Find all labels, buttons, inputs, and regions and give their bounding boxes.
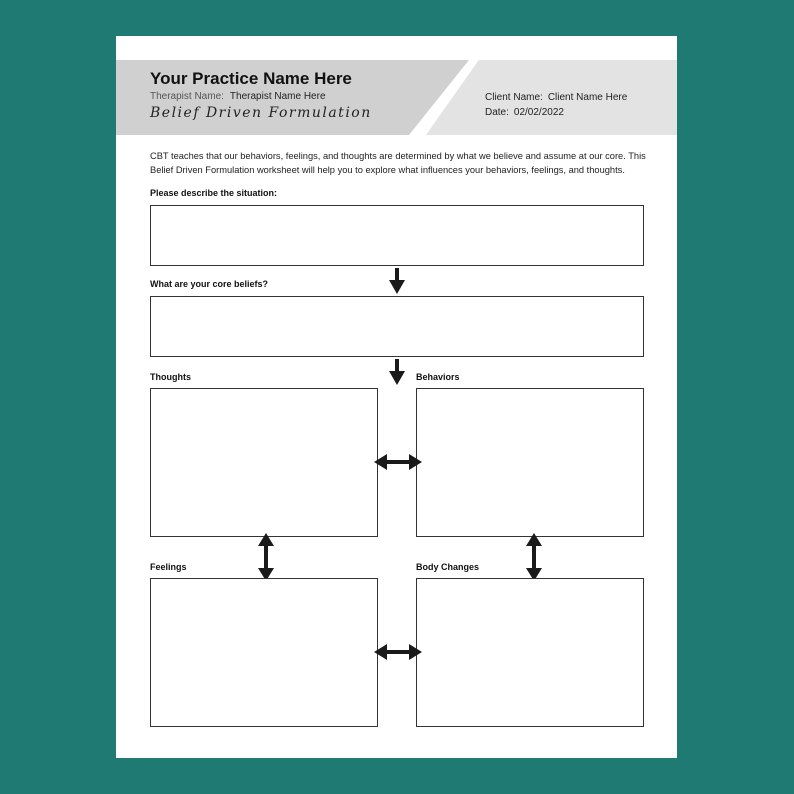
feelings-box[interactable] [150,578,378,727]
worksheet-title: Belief Driven Formulation [150,105,372,121]
situation-label: Please describe the situation: [150,188,278,198]
thoughts-label: Thoughts [150,372,191,382]
down-arrow-icon [386,359,408,385]
behaviors-label: Behaviors [416,372,460,382]
intro-text: CBT teaches that our behaviors, feelings, and thoughts are determined by what we believe and assume at our core. This Belief Driven Formulation worksheet will help you to explore what influences your behaviors, feelings, and thoughts. [150,151,646,175]
vertical-double-arrow-icon [525,533,543,581]
horizontal-double-arrow-icon [374,643,422,661]
client-line [485,92,627,103]
horizontal-double-arrow-icon [374,453,422,471]
therapist-line [150,91,326,102]
vertical-double-arrow-icon [257,533,275,581]
body-changes-label: Body Changes [416,562,480,572]
situation-box[interactable] [150,205,644,266]
core-beliefs-label: What are your core beliefs? [150,279,269,289]
down-arrow-icon [386,268,408,294]
body-changes-box[interactable] [416,578,644,727]
date-line [485,107,564,118]
practice-name: Your Practice Name Here [150,69,352,88]
core-beliefs-box[interactable] [150,296,644,357]
worksheet-page [116,36,677,758]
therapist-name-field[interactable]: Therapist Name Here [229,91,326,102]
thoughts-box[interactable] [150,388,378,537]
date-field[interactable]: 02/02/2022 [513,107,564,118]
behaviors-box[interactable] [416,388,644,537]
client-label: Client Name: [485,92,543,103]
therapist-label: Therapist Name: [150,91,224,102]
date-label: Date: [485,107,509,118]
client-name-field[interactable]: Client Name Here [547,92,628,103]
feelings-label: Feelings [150,562,187,572]
